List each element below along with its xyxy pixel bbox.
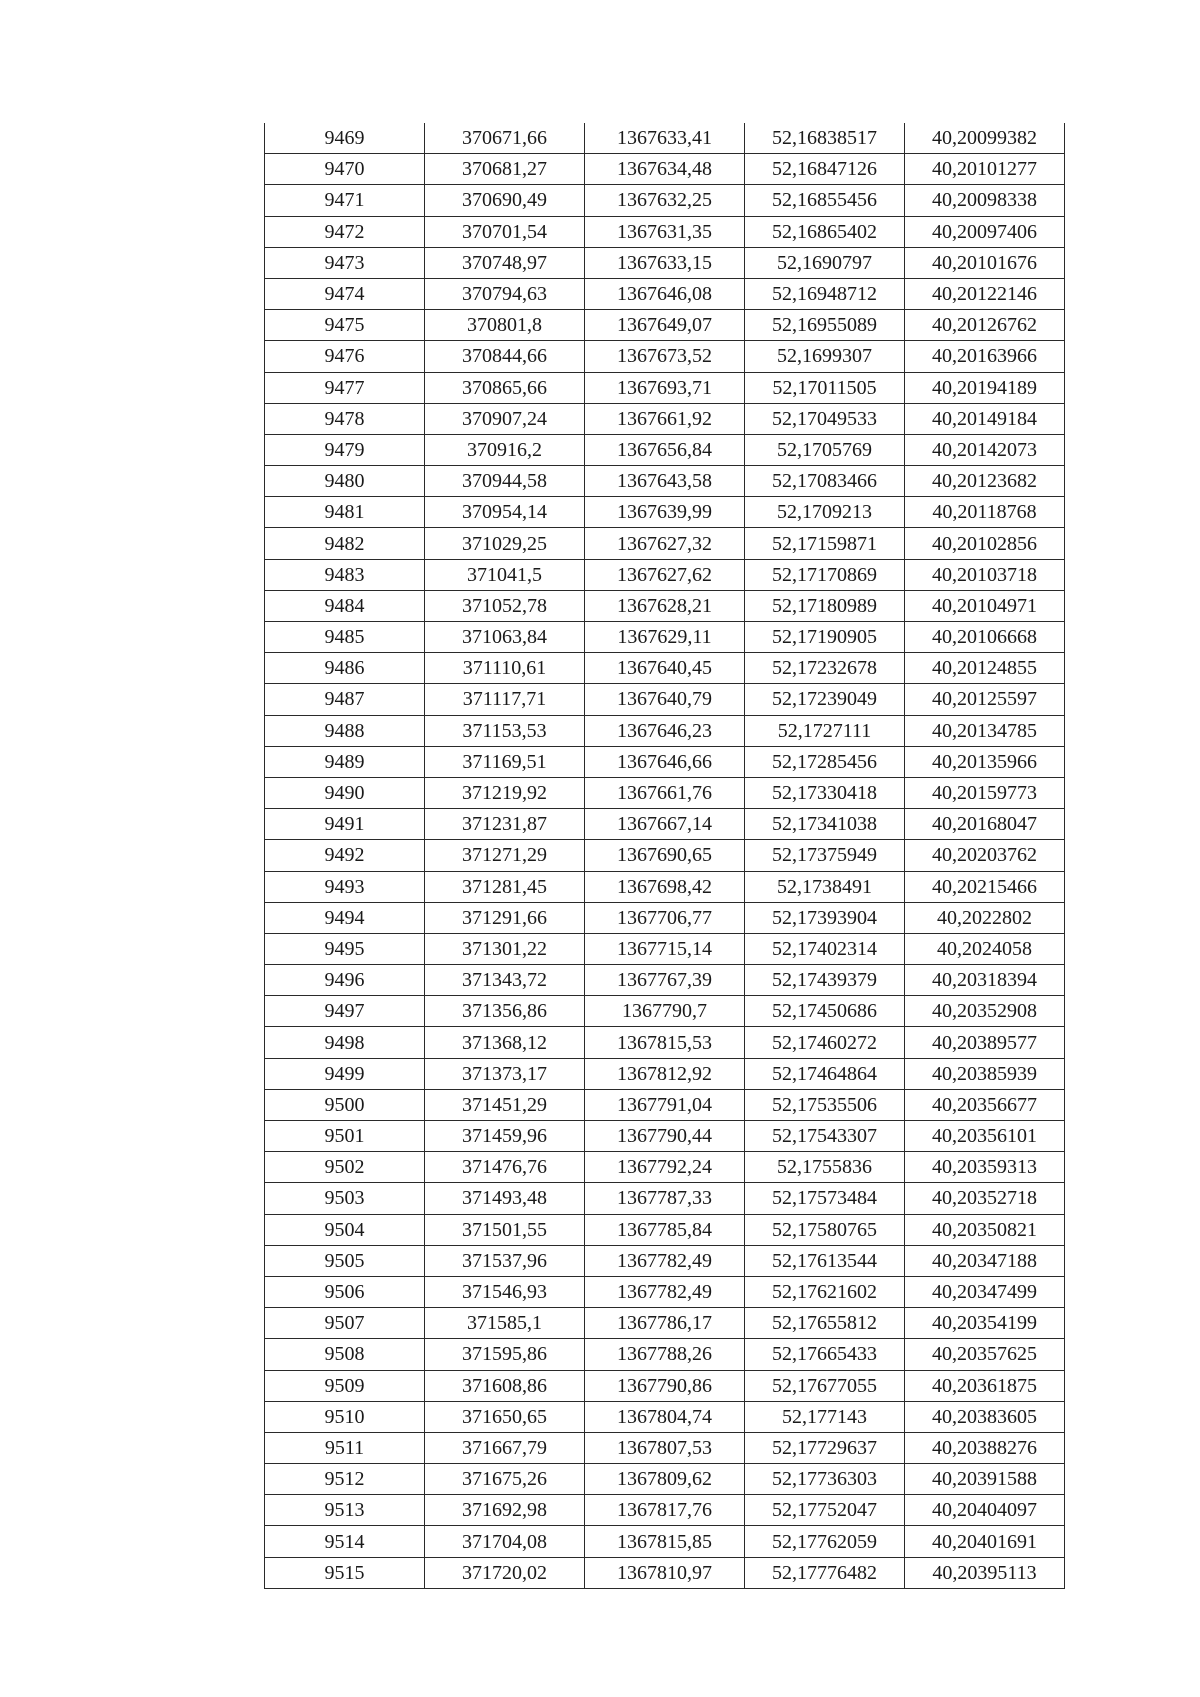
longitude-cell: 40,2022802	[905, 902, 1065, 933]
x-coordinate-cell: 371271,29	[425, 840, 585, 871]
latitude-cell: 52,17232678	[745, 653, 905, 684]
latitude-cell: 52,17665433	[745, 1339, 905, 1370]
x-coordinate-cell: 371153,53	[425, 715, 585, 746]
x-coordinate-cell: 371608,86	[425, 1370, 585, 1401]
longitude-cell: 40,20118768	[905, 497, 1065, 528]
y-coordinate-cell: 1367640,45	[585, 653, 745, 684]
table-row	[265, 1432, 1065, 1463]
table-row	[265, 497, 1065, 528]
x-coordinate-cell: 371704,08	[425, 1526, 585, 1557]
x-coordinate-cell: 370865,66	[425, 372, 585, 403]
x-coordinate-cell: 371041,5	[425, 559, 585, 590]
table-row	[265, 1183, 1065, 1214]
x-coordinate-cell: 371052,78	[425, 590, 585, 621]
coordinates-table	[264, 123, 1065, 1589]
longitude-cell: 40,20103718	[905, 559, 1065, 590]
point-number-cell: 9470	[265, 154, 425, 185]
table-row	[265, 1339, 1065, 1370]
table-row	[265, 1121, 1065, 1152]
longitude-cell: 40,20159773	[905, 777, 1065, 808]
x-coordinate-cell: 371501,55	[425, 1214, 585, 1245]
table-row	[265, 871, 1065, 902]
y-coordinate-cell: 1367804,74	[585, 1401, 745, 1432]
point-number-cell: 9471	[265, 185, 425, 216]
latitude-cell: 52,17464864	[745, 1058, 905, 1089]
point-number-cell: 9496	[265, 965, 425, 996]
y-coordinate-cell: 1367629,11	[585, 622, 745, 653]
table-row	[265, 1464, 1065, 1495]
latitude-cell: 52,16948712	[745, 278, 905, 309]
x-coordinate-cell: 370701,54	[425, 216, 585, 247]
table-row	[265, 1526, 1065, 1557]
table-row	[265, 1401, 1065, 1432]
point-number-cell: 9514	[265, 1526, 425, 1557]
latitude-cell: 52,17011505	[745, 372, 905, 403]
y-coordinate-cell: 1367715,14	[585, 933, 745, 964]
y-coordinate-cell: 1367782,49	[585, 1276, 745, 1307]
point-number-cell: 9472	[265, 216, 425, 247]
point-number-cell: 9474	[265, 278, 425, 309]
y-coordinate-cell: 1367790,86	[585, 1370, 745, 1401]
x-coordinate-cell: 371373,17	[425, 1058, 585, 1089]
table-row	[265, 653, 1065, 684]
x-coordinate-cell: 371476,76	[425, 1152, 585, 1183]
y-coordinate-cell: 1367767,39	[585, 965, 745, 996]
point-number-cell: 9484	[265, 590, 425, 621]
table-row	[265, 1214, 1065, 1245]
latitude-cell: 52,17049533	[745, 403, 905, 434]
point-number-cell: 9493	[265, 871, 425, 902]
point-number-cell: 9492	[265, 840, 425, 871]
table-row	[265, 341, 1065, 372]
x-coordinate-cell: 371063,84	[425, 622, 585, 653]
y-coordinate-cell: 1367633,41	[585, 123, 745, 154]
table-row	[265, 1276, 1065, 1307]
y-coordinate-cell: 1367815,53	[585, 1027, 745, 1058]
table-row	[265, 372, 1065, 403]
latitude-cell: 52,17159871	[745, 528, 905, 559]
latitude-cell: 52,1727111	[745, 715, 905, 746]
longitude-cell: 40,20098338	[905, 185, 1065, 216]
table-row	[265, 965, 1065, 996]
x-coordinate-cell: 371231,87	[425, 809, 585, 840]
y-coordinate-cell: 1367646,08	[585, 278, 745, 309]
latitude-cell: 52,1705769	[745, 434, 905, 465]
table-row	[265, 840, 1065, 871]
table-row	[265, 996, 1065, 1027]
table-row	[265, 684, 1065, 715]
point-number-cell: 9481	[265, 497, 425, 528]
table-row	[265, 154, 1065, 185]
y-coordinate-cell: 1367812,92	[585, 1058, 745, 1089]
latitude-cell: 52,16955089	[745, 310, 905, 341]
table-row	[265, 559, 1065, 590]
latitude-cell: 52,16865402	[745, 216, 905, 247]
point-number-cell: 9504	[265, 1214, 425, 1245]
y-coordinate-cell: 1367632,25	[585, 185, 745, 216]
longitude-cell: 40,20102856	[905, 528, 1065, 559]
y-coordinate-cell: 1367791,04	[585, 1089, 745, 1120]
point-number-cell: 9478	[265, 403, 425, 434]
longitude-cell: 40,20389577	[905, 1027, 1065, 1058]
y-coordinate-cell: 1367667,14	[585, 809, 745, 840]
point-number-cell: 9502	[265, 1152, 425, 1183]
x-coordinate-cell: 371720,02	[425, 1557, 585, 1588]
y-coordinate-cell: 1367661,76	[585, 777, 745, 808]
y-coordinate-cell: 1367627,62	[585, 559, 745, 590]
y-coordinate-cell: 1367649,07	[585, 310, 745, 341]
point-number-cell: 9489	[265, 746, 425, 777]
y-coordinate-cell: 1367698,42	[585, 871, 745, 902]
longitude-cell: 40,20124855	[905, 653, 1065, 684]
y-coordinate-cell: 1367627,32	[585, 528, 745, 559]
longitude-cell: 40,20359313	[905, 1152, 1065, 1183]
point-number-cell: 9505	[265, 1245, 425, 1276]
point-number-cell: 9476	[265, 341, 425, 372]
point-number-cell: 9498	[265, 1027, 425, 1058]
point-number-cell: 9494	[265, 902, 425, 933]
latitude-cell: 52,17393904	[745, 902, 905, 933]
y-coordinate-cell: 1367693,71	[585, 372, 745, 403]
y-coordinate-cell: 1367815,85	[585, 1526, 745, 1557]
y-coordinate-cell: 1367706,77	[585, 902, 745, 933]
point-number-cell: 9475	[265, 310, 425, 341]
x-coordinate-cell: 371029,25	[425, 528, 585, 559]
point-number-cell: 9490	[265, 777, 425, 808]
point-number-cell: 9491	[265, 809, 425, 840]
latitude-cell: 52,17170869	[745, 559, 905, 590]
longitude-cell: 40,20318394	[905, 965, 1065, 996]
table-row	[265, 185, 1065, 216]
latitude-cell: 52,17677055	[745, 1370, 905, 1401]
longitude-cell: 40,20354199	[905, 1308, 1065, 1339]
table-row	[265, 1557, 1065, 1588]
longitude-cell: 40,20106668	[905, 622, 1065, 653]
latitude-cell: 52,17190905	[745, 622, 905, 653]
table-row	[265, 715, 1065, 746]
latitude-cell: 52,17450686	[745, 996, 905, 1027]
table-row	[265, 310, 1065, 341]
point-number-cell: 9510	[265, 1401, 425, 1432]
longitude-cell: 40,20350821	[905, 1214, 1065, 1245]
longitude-cell: 40,20356677	[905, 1089, 1065, 1120]
point-number-cell: 9509	[265, 1370, 425, 1401]
latitude-cell: 52,17375949	[745, 840, 905, 871]
x-coordinate-cell: 370844,66	[425, 341, 585, 372]
point-number-cell: 9469	[265, 123, 425, 154]
point-number-cell: 9483	[265, 559, 425, 590]
latitude-cell: 52,17729637	[745, 1432, 905, 1463]
point-number-cell: 9503	[265, 1183, 425, 1214]
x-coordinate-cell: 371301,22	[425, 933, 585, 964]
x-coordinate-cell: 370671,66	[425, 123, 585, 154]
latitude-cell: 52,17180989	[745, 590, 905, 621]
point-number-cell: 9473	[265, 247, 425, 278]
table-row	[265, 247, 1065, 278]
x-coordinate-cell: 371692,98	[425, 1495, 585, 1526]
coordinates-table-body	[265, 123, 1065, 1588]
table-row	[265, 123, 1065, 154]
longitude-cell: 40,20125597	[905, 684, 1065, 715]
latitude-cell: 52,17330418	[745, 777, 905, 808]
latitude-cell: 52,17543307	[745, 1121, 905, 1152]
latitude-cell: 52,17762059	[745, 1526, 905, 1557]
x-coordinate-cell: 371585,1	[425, 1308, 585, 1339]
latitude-cell: 52,1738491	[745, 871, 905, 902]
x-coordinate-cell: 370801,8	[425, 310, 585, 341]
x-coordinate-cell: 370907,24	[425, 403, 585, 434]
longitude-cell: 40,20357625	[905, 1339, 1065, 1370]
latitude-cell: 52,177143	[745, 1401, 905, 1432]
y-coordinate-cell: 1367787,33	[585, 1183, 745, 1214]
longitude-cell: 40,20123682	[905, 466, 1065, 497]
point-number-cell: 9508	[265, 1339, 425, 1370]
x-coordinate-cell: 371281,45	[425, 871, 585, 902]
point-number-cell: 9501	[265, 1121, 425, 1152]
longitude-cell: 40,20391588	[905, 1464, 1065, 1495]
longitude-cell: 40,20361875	[905, 1370, 1065, 1401]
x-coordinate-cell: 370794,63	[425, 278, 585, 309]
longitude-cell: 40,20203762	[905, 840, 1065, 871]
latitude-cell: 52,17083466	[745, 466, 905, 497]
latitude-cell: 52,1755836	[745, 1152, 905, 1183]
longitude-cell: 40,20401691	[905, 1526, 1065, 1557]
longitude-cell: 40,20385939	[905, 1058, 1065, 1089]
latitude-cell: 52,1690797	[745, 247, 905, 278]
y-coordinate-cell: 1367809,62	[585, 1464, 745, 1495]
latitude-cell: 52,16847126	[745, 154, 905, 185]
x-coordinate-cell: 371546,93	[425, 1276, 585, 1307]
x-coordinate-cell: 371493,48	[425, 1183, 585, 1214]
longitude-cell: 40,2024058	[905, 933, 1065, 964]
y-coordinate-cell: 1367792,24	[585, 1152, 745, 1183]
latitude-cell: 52,17402314	[745, 933, 905, 964]
table-row	[265, 1089, 1065, 1120]
longitude-cell: 40,20149184	[905, 403, 1065, 434]
latitude-cell: 52,17621602	[745, 1276, 905, 1307]
longitude-cell: 40,20104971	[905, 590, 1065, 621]
table-row	[265, 216, 1065, 247]
point-number-cell: 9511	[265, 1432, 425, 1463]
longitude-cell: 40,20135966	[905, 746, 1065, 777]
y-coordinate-cell: 1367790,44	[585, 1121, 745, 1152]
table-row	[265, 746, 1065, 777]
y-coordinate-cell: 1367646,66	[585, 746, 745, 777]
x-coordinate-cell: 371169,51	[425, 746, 585, 777]
x-coordinate-cell: 371675,26	[425, 1464, 585, 1495]
x-coordinate-cell: 370748,97	[425, 247, 585, 278]
table-row	[265, 403, 1065, 434]
longitude-cell: 40,20163966	[905, 341, 1065, 372]
longitude-cell: 40,20352908	[905, 996, 1065, 1027]
y-coordinate-cell: 1367817,76	[585, 1495, 745, 1526]
longitude-cell: 40,20347499	[905, 1276, 1065, 1307]
x-coordinate-cell: 371356,86	[425, 996, 585, 1027]
table-row	[265, 777, 1065, 808]
x-coordinate-cell: 371110,61	[425, 653, 585, 684]
table-row	[265, 1152, 1065, 1183]
y-coordinate-cell: 1367639,99	[585, 497, 745, 528]
point-number-cell: 9482	[265, 528, 425, 559]
point-number-cell: 9500	[265, 1089, 425, 1120]
longitude-cell: 40,20215466	[905, 871, 1065, 902]
longitude-cell: 40,20352718	[905, 1183, 1065, 1214]
table-row	[265, 902, 1065, 933]
point-number-cell: 9477	[265, 372, 425, 403]
y-coordinate-cell: 1367782,49	[585, 1245, 745, 1276]
latitude-cell: 52,17460272	[745, 1027, 905, 1058]
longitude-cell: 40,20194189	[905, 372, 1065, 403]
latitude-cell: 52,17613544	[745, 1245, 905, 1276]
x-coordinate-cell: 371595,86	[425, 1339, 585, 1370]
y-coordinate-cell: 1367661,92	[585, 403, 745, 434]
point-number-cell: 9507	[265, 1308, 425, 1339]
x-coordinate-cell: 370681,27	[425, 154, 585, 185]
point-number-cell: 9512	[265, 1464, 425, 1495]
table-row	[265, 1495, 1065, 1526]
point-number-cell: 9513	[265, 1495, 425, 1526]
latitude-cell: 52,17535506	[745, 1089, 905, 1120]
point-number-cell: 9480	[265, 466, 425, 497]
latitude-cell: 52,16838517	[745, 123, 905, 154]
latitude-cell: 52,1699307	[745, 341, 905, 372]
table-row	[265, 590, 1065, 621]
point-number-cell: 9499	[265, 1058, 425, 1089]
latitude-cell: 52,17580765	[745, 1214, 905, 1245]
longitude-cell: 40,20122146	[905, 278, 1065, 309]
latitude-cell: 52,17239049	[745, 684, 905, 715]
x-coordinate-cell: 371650,65	[425, 1401, 585, 1432]
point-number-cell: 9495	[265, 933, 425, 964]
table-row	[265, 466, 1065, 497]
table-row	[265, 622, 1065, 653]
latitude-cell: 52,17655812	[745, 1308, 905, 1339]
latitude-cell: 52,16855456	[745, 185, 905, 216]
y-coordinate-cell: 1367628,21	[585, 590, 745, 621]
x-coordinate-cell: 370916,2	[425, 434, 585, 465]
table-row	[265, 1308, 1065, 1339]
x-coordinate-cell: 371459,96	[425, 1121, 585, 1152]
latitude-cell: 52,1709213	[745, 497, 905, 528]
point-number-cell: 9497	[265, 996, 425, 1027]
table-row	[265, 809, 1065, 840]
latitude-cell: 52,17573484	[745, 1183, 905, 1214]
y-coordinate-cell: 1367643,58	[585, 466, 745, 497]
longitude-cell: 40,20099382	[905, 123, 1065, 154]
latitude-cell: 52,17439379	[745, 965, 905, 996]
table-row	[265, 1027, 1065, 1058]
point-number-cell: 9487	[265, 684, 425, 715]
table-row	[265, 278, 1065, 309]
x-coordinate-cell: 370954,14	[425, 497, 585, 528]
table-row	[265, 1245, 1065, 1276]
table-row	[265, 1058, 1065, 1089]
x-coordinate-cell: 371368,12	[425, 1027, 585, 1058]
longitude-cell: 40,20404097	[905, 1495, 1065, 1526]
y-coordinate-cell: 1367810,97	[585, 1557, 745, 1588]
y-coordinate-cell: 1367656,84	[585, 434, 745, 465]
table-row	[265, 434, 1065, 465]
longitude-cell: 40,20097406	[905, 216, 1065, 247]
y-coordinate-cell: 1367690,65	[585, 840, 745, 871]
latitude-cell: 52,17341038	[745, 809, 905, 840]
longitude-cell: 40,20101676	[905, 247, 1065, 278]
x-coordinate-cell: 371343,72	[425, 965, 585, 996]
y-coordinate-cell: 1367633,15	[585, 247, 745, 278]
longitude-cell: 40,20356101	[905, 1121, 1065, 1152]
y-coordinate-cell: 1367790,7	[585, 996, 745, 1027]
longitude-cell: 40,20126762	[905, 310, 1065, 341]
x-coordinate-cell: 371667,79	[425, 1432, 585, 1463]
latitude-cell: 52,17285456	[745, 746, 905, 777]
y-coordinate-cell: 1367631,35	[585, 216, 745, 247]
x-coordinate-cell: 371451,29	[425, 1089, 585, 1120]
table-row	[265, 933, 1065, 964]
table-row	[265, 1370, 1065, 1401]
table-row	[265, 528, 1065, 559]
y-coordinate-cell: 1367786,17	[585, 1308, 745, 1339]
x-coordinate-cell: 370690,49	[425, 185, 585, 216]
latitude-cell: 52,17776482	[745, 1557, 905, 1588]
y-coordinate-cell: 1367634,48	[585, 154, 745, 185]
y-coordinate-cell: 1367673,52	[585, 341, 745, 372]
latitude-cell: 52,17752047	[745, 1495, 905, 1526]
x-coordinate-cell: 371219,92	[425, 777, 585, 808]
point-number-cell: 9515	[265, 1557, 425, 1588]
longitude-cell: 40,20395113	[905, 1557, 1065, 1588]
point-number-cell: 9486	[265, 653, 425, 684]
y-coordinate-cell: 1367640,79	[585, 684, 745, 715]
y-coordinate-cell: 1367807,53	[585, 1432, 745, 1463]
longitude-cell: 40,20347188	[905, 1245, 1065, 1276]
y-coordinate-cell: 1367646,23	[585, 715, 745, 746]
point-number-cell: 9479	[265, 434, 425, 465]
y-coordinate-cell: 1367788,26	[585, 1339, 745, 1370]
point-number-cell: 9485	[265, 622, 425, 653]
longitude-cell: 40,20388276	[905, 1432, 1065, 1463]
longitude-cell: 40,20168047	[905, 809, 1065, 840]
x-coordinate-cell: 370944,58	[425, 466, 585, 497]
longitude-cell: 40,20142073	[905, 434, 1065, 465]
x-coordinate-cell: 371537,96	[425, 1245, 585, 1276]
point-number-cell: 9488	[265, 715, 425, 746]
y-coordinate-cell: 1367785,84	[585, 1214, 745, 1245]
x-coordinate-cell: 371291,66	[425, 902, 585, 933]
longitude-cell: 40,20134785	[905, 715, 1065, 746]
longitude-cell: 40,20101277	[905, 154, 1065, 185]
x-coordinate-cell: 371117,71	[425, 684, 585, 715]
longitude-cell: 40,20383605	[905, 1401, 1065, 1432]
latitude-cell: 52,17736303	[745, 1464, 905, 1495]
point-number-cell: 9506	[265, 1276, 425, 1307]
